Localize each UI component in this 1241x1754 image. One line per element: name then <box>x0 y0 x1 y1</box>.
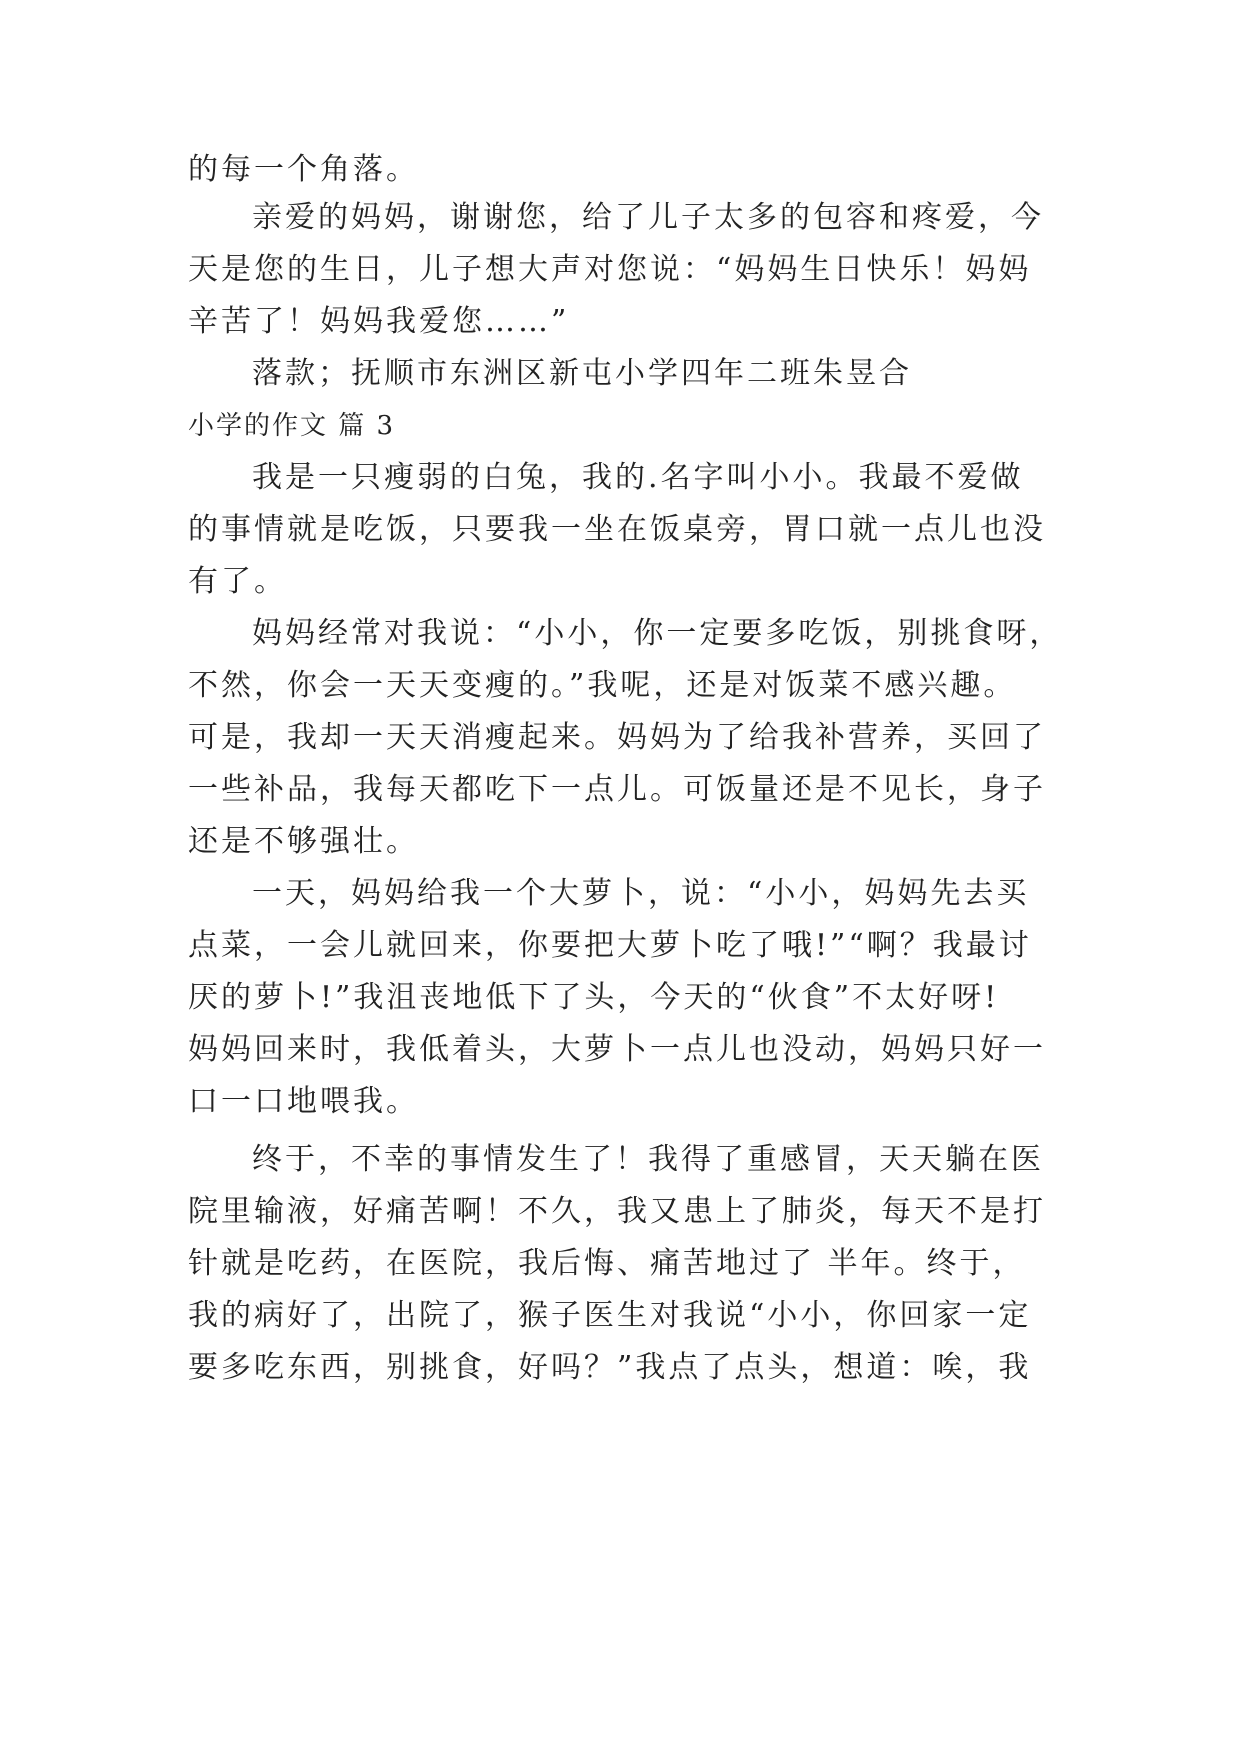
text-line: 点菜，一会儿就回来，你要把大萝卜吃了哦!”“啊？我最讨 <box>188 928 1032 963</box>
text-line: 口一口地喂我。 <box>188 1084 419 1119</box>
text-line: 要多吃东西，别挑食，好吗？”我点了点头，想道：唉，我 <box>188 1350 1032 1385</box>
text-line: 院里输液，好痛苦啊！不久，我又患上了肺炎，每天不是打 <box>188 1194 1046 1229</box>
text-line: 妈妈经常对我说：“小小，你一定要多吃饭，别挑食呀， <box>252 616 1063 651</box>
text-line: 的每一个角落。 <box>188 152 419 187</box>
text-line: 不然，你会一天天变瘦的。”我呢，还是对饭菜不感兴趣。 <box>188 668 1017 703</box>
text-line: 有了。 <box>188 564 287 599</box>
text-line: 针就是吃药，在医院，我后悔、痛苦地过了 半年。终于， <box>188 1246 1026 1281</box>
text-line: 我的病好了，出院了，猴子医生对我说“小小，你回家一定 <box>188 1298 1032 1333</box>
text-line: 的事情就是吃饭，只要我一坐在饭桌旁，胃口就一点儿也没 <box>188 512 1046 547</box>
text-line: 可是，我却一天天消瘦起来。妈妈为了给我补营养，买回了 <box>188 720 1046 755</box>
text-line: 还是不够强壮。 <box>188 824 419 859</box>
text-line: 我是一只瘦弱的白兔，我的.名字叫小小。我最不爱做 <box>252 460 1024 495</box>
text-line: 天是您的生日，儿子想大声对您说：“妈妈生日快乐！妈妈 <box>188 252 1032 287</box>
text-line: 落款；抚顺市东洲区新屯小学四年二班朱昱合 <box>252 356 912 391</box>
text-line: 亲爱的妈妈，谢谢您，给了儿子太多的包容和疼爱，今 <box>252 200 1044 235</box>
section-heading: 小学的作文 篇 3 <box>188 411 396 441</box>
document-page <box>188 0 1068 1754</box>
text-line: 一天，妈妈给我一个大萝卜，说：“小小，妈妈先去买 <box>252 876 1030 911</box>
text-line: 一些补品，我每天都吃下一点儿。可饭量还是不见长，身子 <box>188 772 1046 807</box>
text-line: 妈妈回来时，我低着头，大萝卜一点儿也没动，妈妈只好一 <box>188 1032 1046 1067</box>
text-line: 辛苦了！妈妈我爱您……” <box>188 304 570 339</box>
text-line: 终于，不幸的事情发生了！我得了重感冒，天天躺在医 <box>252 1142 1044 1177</box>
text-line: 厌的萝卜!”我沮丧地低下了头，今天的“伙食”不太好呀! <box>188 980 1000 1015</box>
